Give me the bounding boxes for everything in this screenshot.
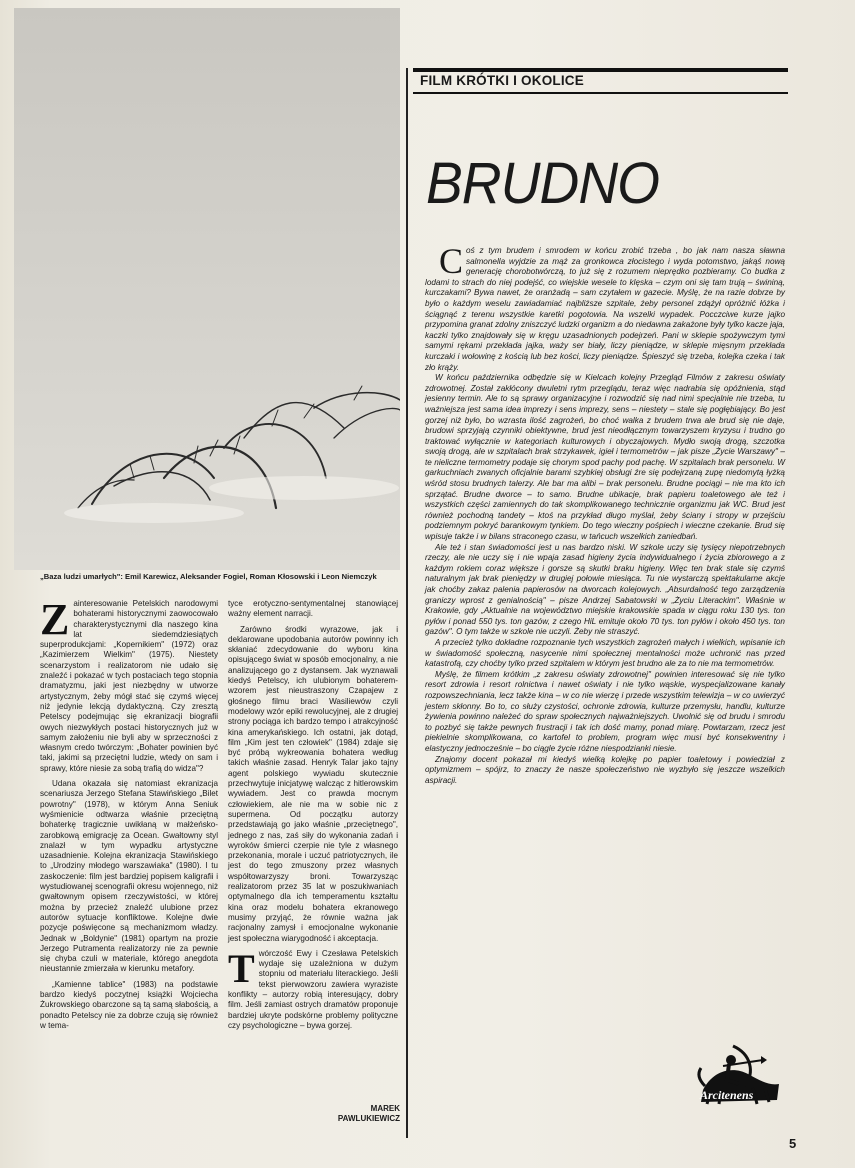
column-paragraph: Zainteresowanie Petelskich narodowymi bohaterami historycznymi zaowocowało charakterystycznymi dla naszego kina lat siedemdziesiątych superprodukcjami: „Kopernikiem" (1972) oraz „Kazimierzem Wielkim" (1975). Niestety scenarzystom i realizatorom nie udało się znaleźć i pokazać w tych postaciach tego stopnia dramatyzmu, jaki jest niezbędny w utworze artystycznym, żeby mógł stać się czymś więcej niż jedynie lekcją dydaktyczną. Czy zresztą Petelscy podejmując się ekranizacji biografii owych niezwykłych postaci historycznych już w samym założeniu nie byli aby w sprzeczności z własnym credo twórczym: „Bohater powinien być taki, jakimi są przeciętni ludzie, wtedy on sam i sprawy, które niesie za sobą trafią do widza"? xyxy=(40,595,218,773)
main-paragraph: Myślę, że filmem krótkim „z zakresu oświaty zdrowotnej" powinien interesować się nie tylko resort zdrowia i resort rolnictwa i nawet oświaty i nie tylko wąskie, wyspecjalizowane kanały rozpowszechniania, lecz także kina – w co nie wierzę i przede wszystkim telewizja – w co uwierzyć jestem skłonny. Bo to, co służy czystości, ochronie zdrowia, kulturze przemysłu, handlu, kulturze żywienia powinno należeć do spraw społecznych najważniejszych. Uwolnić się od brudu i smrodu to pozbyć się także pewnych frustracji i tak ich dość mamy, ponad miarę. Powtarzam, rzecz jest piekielnie skomplikowana, co kartofel to problem, program więc musi być konsekwentny i elastyczny jednocześnie – bo ciągle życie różne niespodzianki niesie. xyxy=(425,669,785,753)
main-article-body xyxy=(425,241,785,786)
left-column-b xyxy=(228,599,398,1036)
left-column-a xyxy=(40,595,218,1036)
main-paragraph: Coś z tym brudem i smrodem w końcu zrobić trzeba , bo jak nam nasza sławna salmonella wyjdzie za mąż za gronkowca złocistego i wyda potomstwo, jakąś nową generację chorobotwórczą, to już się z rozumem nieprędko pozbieramy. Co budka z lodami to strach do niej podejść, co wiejskie wesele to klęska – czym oni się tam trują – świniną, kurczakami? Bywa nawet, że oranżadą – sam czytałem w gazecie. Myślę, że na razie dobrze by było o każdym weselu zawiadamiać najbliższe szpitale, żeby personel zdążył opróżnić łóżka i ściągnąć z terenu wszystkie karetki pogotowia. Na wszelki wypadek. Pocczciwe kurze jajko przypomina granat zdolny zniszczyć ludzki organizm a do niedawna zakażone były tylko kacze jaja, kaczki tylko znajdowały się w kręgu uzasadnionych podejrzeń. Pani w sklepie spożywczym tymi samymi rękami przekłada jajka, waży ser biały, liczy pieniądze, w sklepie mięsnym przekłada kurczaki i wołowinę z kością lub bez kości, liczy pieniądze. Śpieszyć się trzeba, kolejka czeka i tak zło krąży. xyxy=(425,241,785,372)
main-paragraph: A przecież tylko dokładne rozpoznanie tych wszystkich zagrożeń małych i wielkich, wpisanie ich w świadomość społeczną, nasycenie nimi społecznej mentalności może uchronić nas przed katastrofą, czy choćby tylko przed szpitalem w którym jest brudno ale za to nie ma termometrów. xyxy=(425,637,785,669)
author-last-name: PAWLUKIEWICZ xyxy=(337,1114,400,1123)
main-paragraph: Ale też i stan świadomości jest u nas bardzo niski. W szkole uczy się tysięcy niepotrzebnych rzeczy, ale nie uczy się i nie wpaja zasad higieny życia indywidualnego i życia zbiorowego a z każdym rokiem coraz większe i gorsze są skutki braku higieny. Więc ten brak stale się czymś naturalnym jak brak pieniędzy w drugiej połowie miesiąca. Tu nie wystarczą spektakularne akcje jak choćby zakaz palenia papierosów na dworcach kolejowych. „Absurdalność tego zarządzenia graniczy wprost z genialnością" – pisze Andrzej Sabatowski w „Życiu Literackim". Właśnie w Krakowie, gdy „Aktualnie na województwo miejskie krakowskie spada w ciągu roku 130 tys. ton pyłów i ponad 550 tys. ton gazów, z czego HiL emituje około 70 tys. ton pyłów i około 450 tys. ton gazów". O tym także w szkole nie uczyli. Żeby nie straszyć. xyxy=(425,542,785,637)
column-paragraph: Zarówno środki wyrazowe, jak i deklarowane upodobania autorów powinny ich skłaniać zdecydowanie do wyboru kina opisującego świat w sposób emocjonalny, a nie analizującego go z dystansem. Jak wyznawali kiedyś Petelscy, ich ulubionym bohaterem-wzorem jest nieustraszony Czapajew z głośnego filmu braci Wasiliewów czyli modelowy wzór epiki rewolucyjnej, ale z drugiej strony pociąga ich bardzo tempo i atrakcyjność kina amerykańskiego. Ich ostatni, jak dotąd, film „Kim jest ten człowiek" (1984) zdaje się być próbą wykreowania bohatera według takich właśnie zasad. Henryk Talar jako tajny agent polskiego wywiadu skutecznie przechwytuje inicjatywę walcząc z hitlerowskim wywiadem. Jest co prawda mocnym człowiekiem, ale nie ma w sobie nic z supermena. Od początku autorzy przedstawiają go jako właśnie „przeciętnego", jednego z nas, zaś siły do wykonania zadań i wyroków śmierci czerpie nie tyle z własnego przekonania, morale i uczuć patriotycznych, ile jest do tego zmuszony przez własnych współtowarzyszy broni. Towarzysząc realizatorom przez 35 lat w poszukiwaniach optymalnego dla ich temperamentu kształtu kina oraz modelu bohatera ekranowego musimy przyjąć, że równie ważna jak racjonalny zamysł i emocjonalne wykonanie jest społeczna wiarygodność i akceptacja. xyxy=(228,624,398,943)
column-paragraph: Twórczość Ewy i Czesława Petelskich wydaje się uzależniona w dużym stopniu od materiału literackiego. Jeśli tekst pierwowzoru zawiera wyraziste konflikty – autorzy robią interesujący, dobry film. Jeśli zamiast ostrych dramatów proponuje bardziej ukryte podskórne problemy polityczne czy psychologiczne – bywa gorzej. xyxy=(228,945,398,1030)
dropcap-t: T xyxy=(228,945,255,991)
author-first-name: MAREK xyxy=(370,1104,400,1113)
column-paragraph: tyce erotyczno-sentymentalnej stanowiącej ważny element narracji. xyxy=(228,599,398,619)
article-title: BRUDNO xyxy=(426,151,660,216)
photo-caption: „Baza ludzi umarłych": Emil Karewicz, Aleksander Fogiel, Roman Kłosowski i Leon Niemczyk xyxy=(40,572,377,581)
author-signature xyxy=(300,1104,400,1124)
header-rule-top xyxy=(413,68,788,72)
column-paragraph: Udana okazała się natomiast ekranizacja scenariusza Jerzego Stefana Stawińskiego „Bilet powrotny" (1978), w którym Anna Seniuk wyśmienicie odtwarza właśnie przeciętną bohaterkę tragicznie uwikłaną w małżeńsko-zarobkową emigrację za Ocean. Gwałtowny styl znalazł w tym wypadku artystyczne uzasadnienie. Kolejna ekranizacja Stawińskiego to „Urodziny młodego warszawiaka" (1980). I tu zaskoczenie: film jest bardziej popisem kaligrafii i wystudiowanej scenografii okresu wojennego, niż gwałtownym opisem rzeczywistości, w której można by przecież znaleźć ulubione przez autorów sytuacje konfliktowe. Kolejne dwie pozycje poświęcone są mechanizmom władzy. Jednak w „Boldynie" (1981) opartym na prozie Jerzego Putramenta realizatorzy nie za pewnie się chyba czuli w materiale, którego anegdota nieustannie zmierzała w kierunku metafory. xyxy=(40,779,218,974)
film-still-photo xyxy=(14,8,400,570)
column-divider xyxy=(406,68,408,1138)
snow-branches-image xyxy=(14,8,400,570)
main-paragraph: W końcu października odbędzie się w Kielcach kolejny Przegląd Filmów z zakresu oświaty zdrowotnej. Został zakłócony dwuletni rytm przeglądu, teraz więc nadrabia się opóźnienia, stąd jesienny termin. Ale to są sprawy organizacyjne i rozwodzić się nad nimi specjalnie nie trzeba, tu ważniejsza jest sama idea imprezy i sens imprezy, sens – niestety – stale się pogłębiający. Bo jest gorzej niż było, bo wzrasta ilość zagrożeń, bo choć walka z brudem trwa ale brud się nie daje, brudowi sprzyjają czynniki obiektywne, brud jest nieodłącznym towarzyszem kryzysu i trudno go traktować wyłącznie w kategoriach kulturowych i obyczajowych. Mydło swoją drogą, szczotka swoją drogą, ale w szpitalach brak strzykawek, igieł i termometrów – jak pisze „Życie Warszawy" – te nieliczne termometry podaje się chorym spod pachy pod pachę. W szpitalach brak personelu. W garkuchniach zwanych oficjalnie barami szybkiej obsługi źre się podejrzaną zupę niedomytą łyżką wśród stosu brudnych talerzy. Ale bar ma alibi – brak personelu. Brudne pociągi – nie ma kto ich sprzątać. Brudne dworce – to samo. Brudne ubikacje, brak papieru toaletowego ale też i wszystkich części zamiennych do tak skomplikowanego technicznie organizmu jak WC. Brud jest również pochodną tandety – ktoś na przykład długo myślał, żeby ściany i stropy w przejściu podziemnym pokryć barankowym tynkiem. Do tego wieczny pośpiech i wieczne czekanie. Brud się wpisuje także i w bilans straconego czasu, w tańcuch wszelkich zaniedbań. xyxy=(425,373,785,542)
main-paragraph: Znajomy docent pokazał mi kiedyś wielką kolejkę po papier toaletowy i powiedział z optymizmem – spójrz, to znaczy że nasze społeczeństwo nie wyzbyło się jeszcze wszelkich aspiracji. xyxy=(425,754,785,785)
page-number: 5 xyxy=(789,1136,797,1151)
dropcap-z: Z xyxy=(40,595,70,644)
dropcap-c: C xyxy=(439,241,464,281)
logo-text: Arcitenens xyxy=(700,1088,754,1102)
header-rule-bottom xyxy=(413,92,788,94)
section-label: FILM KRÓTKI I OKOLICE xyxy=(420,73,584,88)
column-paragraph: „Kamienne tablice" (1983) na podstawie bardzo kiedyś poczytnej książki Wojciecha Żukrowskiego obarczone są tą samą słabością, a ponadto Petelscy nie za dobrze czują się również w tema- xyxy=(40,979,218,1030)
